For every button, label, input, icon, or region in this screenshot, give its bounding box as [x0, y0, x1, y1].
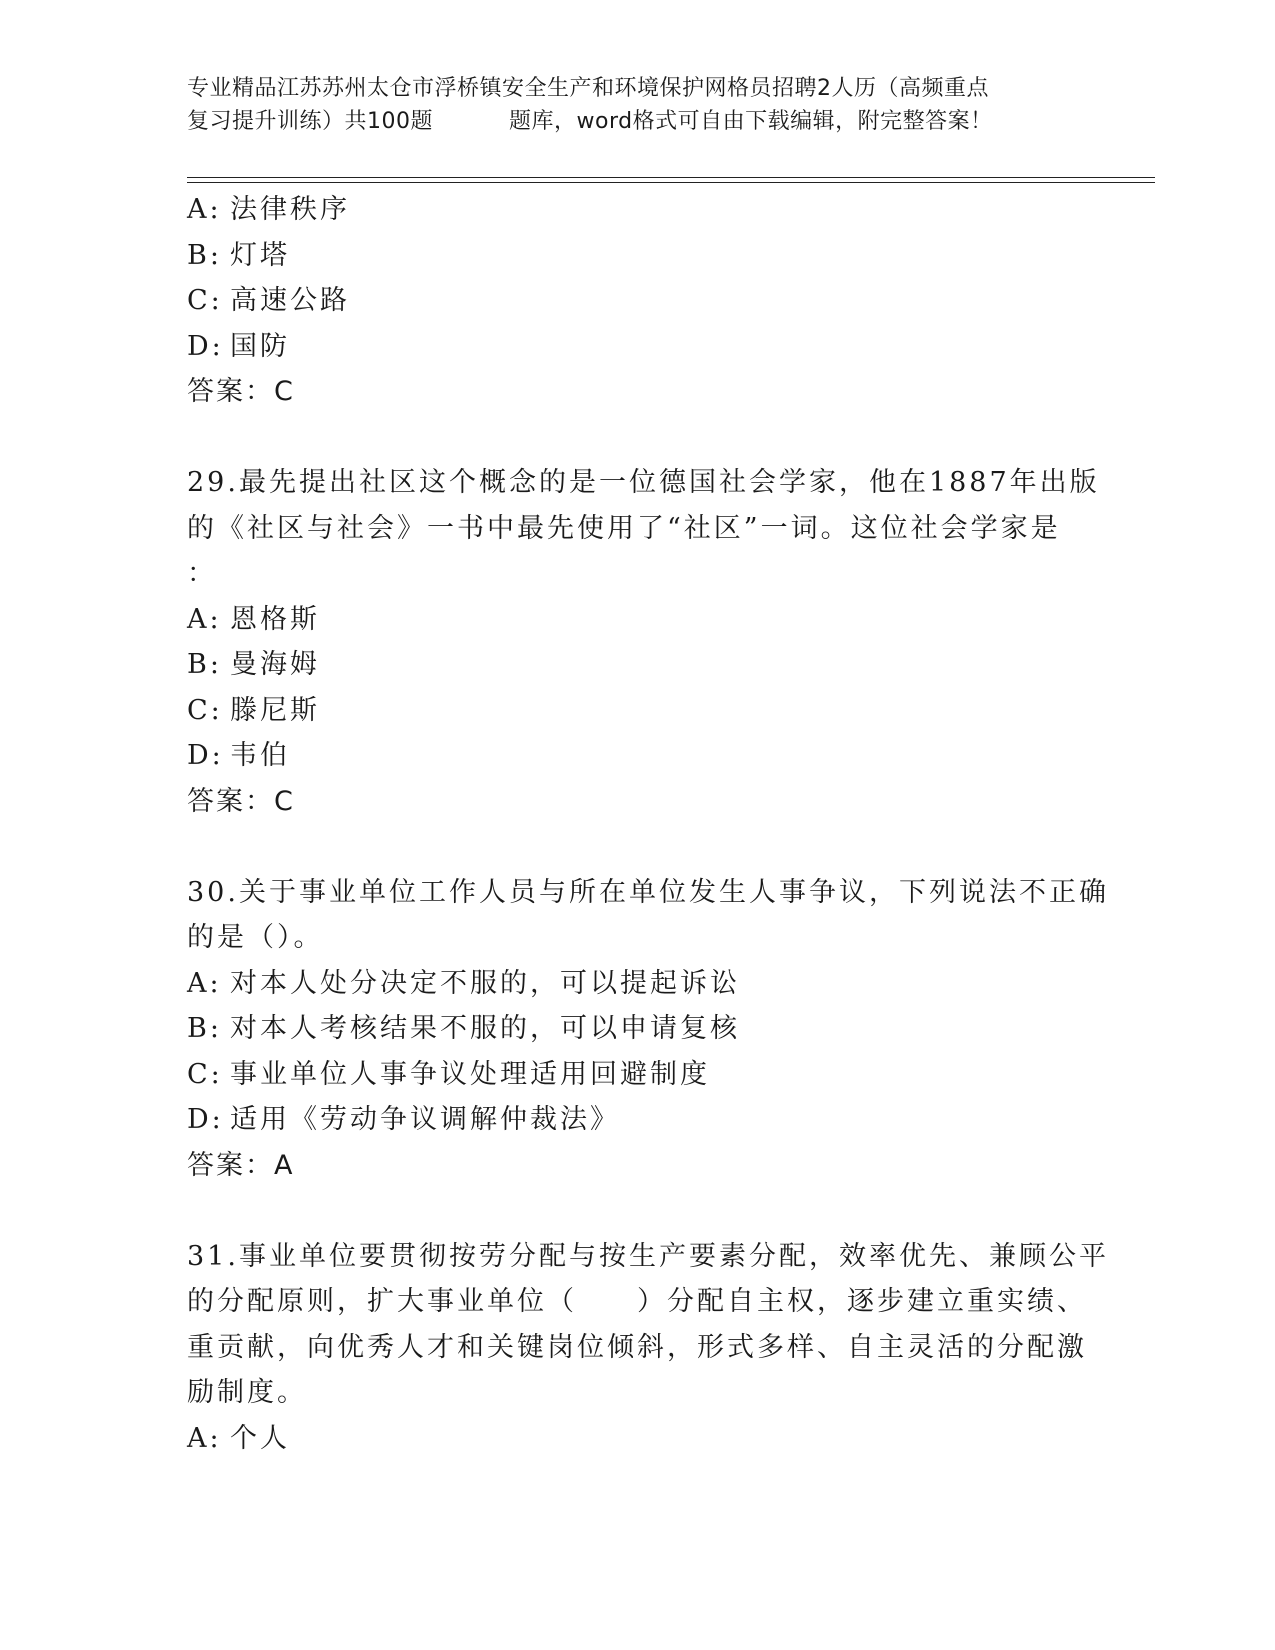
option-text: 恩格斯 — [230, 603, 320, 635]
option-letter: B: — [187, 649, 222, 680]
option-text: 法律秩序 — [230, 194, 350, 225]
question-text-line: 30.关于事业单位工作人员与所在单位发生人事争议，下列说法不正确 — [187, 876, 1109, 908]
option-row — [187, 733, 1087, 779]
option-letter: D: — [187, 1104, 224, 1135]
option-letter: D: — [187, 330, 224, 362]
question-text-line: 31.事业单位要贯彻按劳分配与按生产要素分配，效率优先、兼顾公平 — [187, 1240, 1109, 1272]
option-letter: A: — [187, 603, 222, 635]
question-text-line: 的《社区与社会》一书中最先使用了“社区”一词。这位社会学家是 — [187, 512, 1061, 544]
option-row — [187, 278, 1087, 324]
option-letter: C: — [187, 285, 223, 316]
option-row — [187, 642, 1087, 688]
question-text-line: 重贡献，向优秀人才和关键岗位倾斜，形式多样、自主灵活的分配激 — [187, 1331, 1087, 1363]
header-line-1: 专业精品江苏苏州太仓市浮桥镇安全生产和环境保护网格员招聘2人历（高频重点 — [187, 76, 989, 101]
option-letter: B: — [187, 239, 222, 271]
option-letter: A: — [187, 967, 222, 999]
option-row — [187, 1052, 1087, 1098]
option-row — [187, 961, 1087, 1007]
question-text-line: 29.最先提出社区这个概念的是一位德国社会学家，他在1887年出版 — [187, 467, 1100, 498]
option-text: 适用《劳动争议调解仲裁法》 — [230, 1104, 620, 1135]
header-line-2b: 题库，word格式可自由下载编辑，附完整答案！ — [509, 109, 993, 134]
option-row — [187, 688, 1087, 734]
option-letter: A: — [187, 1422, 222, 1454]
question-content — [187, 187, 1109, 1461]
option-text: 滕尼斯 — [230, 694, 320, 726]
question-text-line: 的是（）。 — [187, 922, 324, 953]
question-text-line: 励制度。 — [187, 1377, 307, 1408]
header-line-2a: 复习提升训练）共100题 — [187, 109, 433, 134]
header-rule-bottom — [187, 182, 1155, 183]
option-letter: A: — [187, 194, 222, 225]
option-row — [187, 324, 1087, 370]
option-letter: B: — [187, 1013, 222, 1044]
answer-line: 答案：A — [187, 1149, 295, 1181]
option-text: 个人 — [230, 1422, 290, 1454]
answer-line: 答案：C — [187, 376, 295, 407]
option-row — [187, 1006, 1087, 1052]
answer-line: 答案：C — [187, 785, 295, 817]
document-header — [187, 72, 1087, 138]
option-letter: C: — [187, 1058, 223, 1090]
option-text: 事业单位人事争议处理适用回避制度 — [230, 1058, 710, 1090]
option-text: 对本人处分决定不服的，可以提起诉讼 — [230, 967, 740, 999]
option-row — [187, 187, 1087, 233]
option-text: 曼海姆 — [230, 649, 320, 680]
option-text: 对本人考核结果不服的，可以申请复核 — [230, 1013, 740, 1044]
header-rule-top — [187, 177, 1155, 178]
option-row — [187, 1416, 1087, 1462]
option-text: 国防 — [230, 330, 290, 362]
question-text-line: ： — [187, 558, 217, 589]
option-text: 高速公路 — [230, 285, 350, 316]
option-letter: C: — [187, 694, 223, 726]
option-row — [187, 1097, 1087, 1143]
header-line-2 — [187, 105, 1087, 138]
option-letter: D: — [187, 740, 224, 771]
question-text-line: 的分配原则，扩大事业单位（ ）分配自主权，逐步建立重实绩、 — [187, 1286, 1087, 1317]
option-row — [187, 597, 1087, 643]
option-text: 灯塔 — [230, 239, 290, 271]
option-row — [187, 233, 1087, 279]
option-text: 韦伯 — [230, 740, 290, 771]
